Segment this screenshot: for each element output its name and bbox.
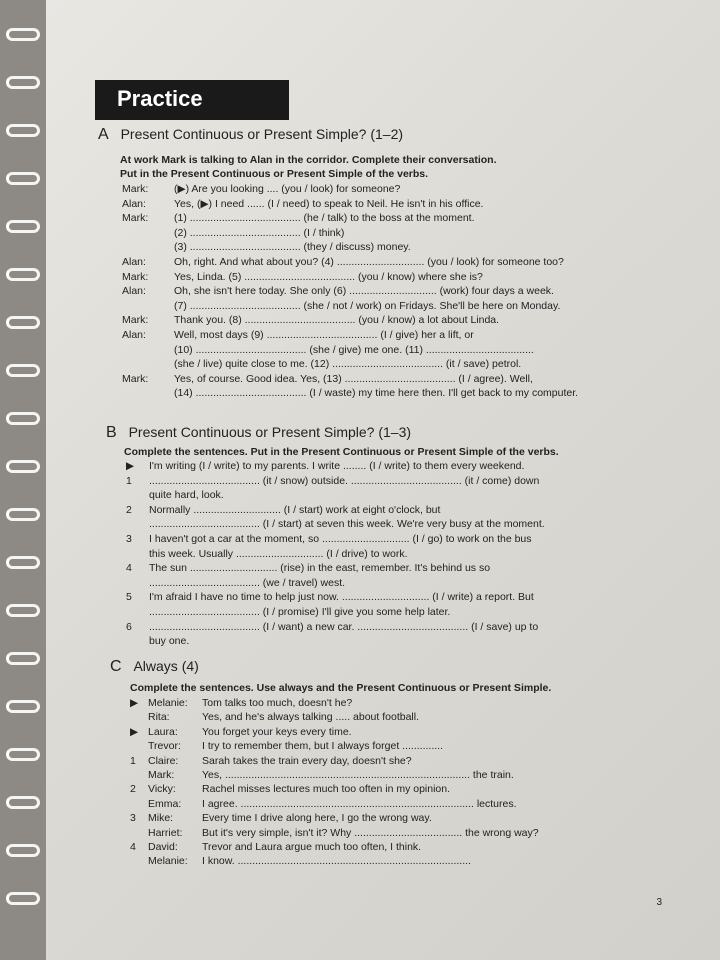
binding-ring <box>6 172 40 185</box>
dialogue-line: Sarah takes the train every day, doesn't she? <box>202 754 412 767</box>
dialogue-line: (14) ...................................... (I / waste) my time here then. I'll get back to my computer. <box>174 387 579 400</box>
exercise-line: I'm writing (I / write) to my parents. I write ........ (I / write) to them every weekend. <box>149 460 525 472</box>
exercise-line: ...................................... (I / want) a new car. ...................................... (I / save) up to <box>149 620 539 633</box>
speaker-label: Vicky: <box>148 783 176 796</box>
section-b-instruction: Complete the sentences. Put in the Present Continuous or Present Simple of the verbs. <box>124 446 559 458</box>
speaker-label: Melanie: <box>148 855 188 868</box>
dialogue-line: Every time I drive along here, I go the wrong way. <box>202 812 432 825</box>
exercise-line: ...................................... (I / promise) I'll give you some help later. <box>149 606 451 618</box>
binding-ring <box>6 796 40 809</box>
binding-ring <box>6 76 40 89</box>
binding-ring <box>6 364 40 377</box>
dialogue-line: Thank you. (8) ...................................... (you / know) a lot about Linda. <box>174 314 500 327</box>
exercise-line: ...................................... (it / snow) outside. ...................................... (it / come) down <box>149 474 540 487</box>
dialogue-line: But it's very simple, isn't it? Why ..................................... the wrong way? <box>202 826 539 839</box>
speaker-label: Mark: <box>148 769 175 781</box>
speaker-label: David: <box>148 841 178 853</box>
speaker-label: Mark: <box>122 314 149 327</box>
speaker-label: Mark: <box>122 212 149 225</box>
dialogue-line: I know. ................................................................................ <box>202 855 471 868</box>
exercise-line: this week. Usually .............................. (I / drive) to work. <box>149 547 408 560</box>
speaker-label: Alan: <box>122 329 146 341</box>
speaker-label: Rita: <box>148 711 170 724</box>
item-number: 2 <box>126 503 132 516</box>
item-number: 6 <box>126 620 132 633</box>
exercise-line: buy one. <box>149 635 190 648</box>
binding-ring <box>6 412 40 425</box>
item-number: ▶ <box>130 725 139 738</box>
item-number: ▶ <box>130 697 139 709</box>
dialogue-line: Well, most days (9) ...................................... (I / give) her a lift, or <box>174 329 474 341</box>
section-a-instruction-2: Put in the Present Continuous or Present Simple of the verbs. <box>120 168 429 180</box>
dialogue-line: You forget your keys every time. <box>202 725 352 738</box>
dialogue-line: (7) ...................................... (she / not / work) on Fridays. She'll be here on Monday. <box>174 299 561 312</box>
exercise-line: Normally .............................. (I / start) work at eight o'clock, but <box>149 503 441 516</box>
practice-banner <box>95 80 289 120</box>
item-number: 4 <box>126 562 132 575</box>
speaker-label: Mike: <box>148 812 174 825</box>
dialogue-line: (she / live) quite close to me. (12) ...................................... (it / save) petrol. <box>174 358 522 371</box>
binding-ring <box>6 556 40 569</box>
section-a-instruction-1: At work Mark is talking to Alan in the corridor. Complete their conversation. <box>120 154 497 166</box>
section-letter: B <box>106 424 117 441</box>
speaker-label: Trevor: <box>148 740 181 753</box>
dialogue-line: (2) ...................................... (I / think) <box>174 226 345 239</box>
section-title: Always (4) <box>133 658 199 674</box>
binding-ring <box>6 28 40 41</box>
section-c-instruction: Complete the sentences. Use always and the Present Continuous or Present Simple. <box>130 682 552 694</box>
dialogue-line: Rachel misses lectures much too often in my opinion. <box>202 783 451 796</box>
dialogue-line: Trevor and Laura argue much too often, I think. <box>202 841 422 853</box>
item-number: 4 <box>130 841 136 853</box>
dialogue-line: (▶) Are you looking .... (you / look) for someone? <box>174 183 401 195</box>
binding-ring <box>6 700 40 713</box>
speaker-label: Emma: <box>148 797 182 810</box>
page-number: 3 <box>656 897 662 908</box>
section-title: Present Continuous or Present Simple? (1–3) <box>128 424 412 440</box>
speaker-label: Claire: <box>148 754 179 767</box>
binding-ring <box>6 892 40 905</box>
speaker-label: Melanie: <box>148 697 188 709</box>
dialogue-line: (3) ...................................... (they / discuss) money. <box>174 241 411 254</box>
dialogue-line: I agree. ................................................................................ lectures. <box>202 797 517 810</box>
section-letter: A <box>98 126 109 143</box>
dialogue-line: Oh, right. And what about you? (4) .............................. (you / look) for someone too? <box>174 256 564 268</box>
section-letter: C <box>110 658 122 675</box>
exercise-line: ...................................... (we / travel) west. <box>149 576 346 589</box>
item-number: 1 <box>126 474 132 487</box>
binding-ring <box>6 652 40 665</box>
item-number: 2 <box>130 783 136 796</box>
exercise-line: ...................................... (I / start) at seven this week. We're very busy at the moment. <box>149 518 545 531</box>
dialogue-line: (1) ...................................... (he / talk) to the boss at the moment. <box>174 212 475 225</box>
dialogue-line: Yes, (▶) I need ...... (I / need) to speak to Neil. He isn't in his office. <box>174 197 484 210</box>
item-number: 3 <box>126 533 132 545</box>
binding-ring <box>6 604 40 617</box>
speaker-label: Alan: <box>122 285 146 298</box>
binding-ring <box>6 844 40 857</box>
speaker-label: Laura: <box>148 725 178 738</box>
speaker-label: Alan: <box>122 197 146 210</box>
section-title: Present Continuous or Present Simple? (1–2) <box>120 126 404 142</box>
item-number: 1 <box>130 754 136 767</box>
binding-ring <box>6 124 40 137</box>
binding-ring <box>6 220 40 233</box>
speaker-label: Mark: <box>122 270 149 283</box>
dialogue-line: Yes, of course. Good idea. Yes, (13) ...................................... (I / agree). Well, <box>174 372 533 385</box>
dialogue-line: Yes, .................................................................................... the train. <box>202 769 514 781</box>
item-number: ▶ <box>126 460 135 472</box>
binding-ring <box>6 268 40 281</box>
item-number: 3 <box>130 812 136 825</box>
page-title: Practice <box>117 86 203 111</box>
binding-ring <box>6 460 40 473</box>
exercise-line: The sun .............................. (rise) in the east, remember. It's behind us so <box>149 562 491 575</box>
dialogue-line: Tom talks too much, doesn't he? <box>202 697 353 709</box>
binding-ring <box>6 316 40 329</box>
exercise-line: quite hard, look. <box>149 489 224 502</box>
speaker-label: Harriet: <box>148 826 183 839</box>
speaker-label: Alan: <box>122 256 146 268</box>
section-b-heading <box>106 424 411 442</box>
dialogue-line: (10) ...................................... (she / give) me one. (11) ..................................... <box>174 343 534 356</box>
dialogue-line: Yes, and he's always talking ..... about football. <box>202 711 420 724</box>
section-c-heading <box>110 658 199 676</box>
speaker-label: Mark: <box>122 372 149 385</box>
speaker-label: Mark: <box>122 183 149 195</box>
item-number: 5 <box>126 591 132 604</box>
exercise-line: I haven't got a car at the moment, so .............................. (I / go) to work on the bus <box>149 533 532 545</box>
binding-ring <box>6 508 40 521</box>
exercise-line: I'm afraid I have no time to help just now. .............................. (I / write) a report. But <box>149 591 534 604</box>
dialogue-line: Oh, she isn't here today. She only (6) .............................. (work) four days a week. <box>174 285 554 298</box>
section-a-heading <box>98 126 403 144</box>
dialogue-line: Yes, Linda. (5) ...................................... (you / know) where she is? <box>174 270 483 283</box>
dialogue-line: I try to remember them, but I always forget .............. <box>202 740 443 753</box>
binding-ring <box>6 748 40 761</box>
